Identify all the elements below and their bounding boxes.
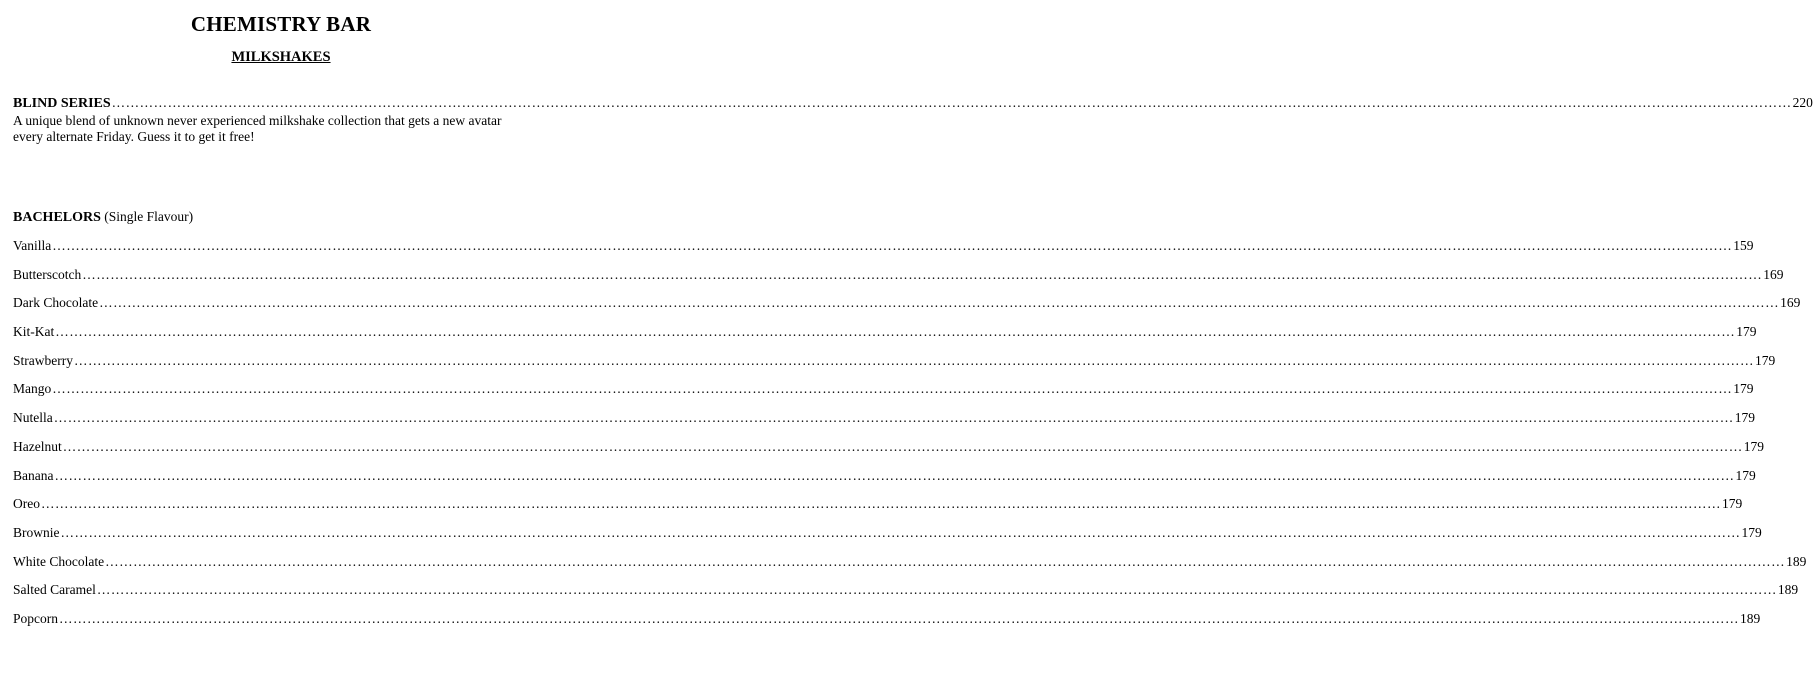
- item-price: 179: [1743, 438, 1764, 454]
- menu-item: [13, 381, 1754, 410]
- item-name: Hazelnut: [13, 438, 62, 454]
- menu-item: [13, 582, 1799, 611]
- dot-leader: ………………………………………………………………………………………………………………………………………………………………………………………………………………………………………………………………………………………………………………………………: [41, 496, 1721, 512]
- bachelors-note: (Single Flavour): [104, 209, 194, 224]
- dot-leader: ………………………………………………………………………………………………………………………………………………………………………………………………………………………………………………………………………………………………………………………………: [52, 238, 1733, 253]
- item-price: 179: [1734, 410, 1755, 426]
- blind-series-block: [13, 95, 1813, 145]
- menu-item: [13, 553, 1807, 583]
- menu-item: [13, 324, 1757, 353]
- dot-leader: ………………………………………………………………………………………………………………………………………………………………………………………………………………………………………………………………………………………………………………………………: [99, 295, 1780, 311]
- menu-item: [13, 524, 1762, 554]
- dot-leader: ………………………………………………………………………………………………………………………………………………………………………………………………………………………………………………………………………………………………………………………………: [54, 467, 1735, 483]
- dot-leader: ………………………………………………………………………………………………………………………………………………………………………………………………………………………………………………………………………………………………………………………………: [105, 553, 1786, 569]
- item-name: Oreo: [13, 496, 40, 512]
- dot-leader: ………………………………………………………………………………………………………………………………………………………………………………………………………………………………………………………………………………………………………………………………: [59, 610, 1739, 626]
- bachelors-title: BACHELORS: [13, 210, 101, 225]
- blind-series-name: BLIND SERIES: [13, 96, 111, 111]
- item-name: White Chocolate: [13, 553, 105, 569]
- item-price: 179: [1741, 524, 1762, 540]
- item-name: Butterscotch: [13, 266, 82, 282]
- menu-item: [13, 352, 1776, 382]
- menu-item: [13, 238, 1754, 267]
- item-name: Brownie: [13, 524, 60, 540]
- item-price: 169: [1780, 295, 1801, 311]
- menu-item: [13, 496, 1743, 525]
- item-price: 179: [1735, 467, 1756, 483]
- bachelors-heading: [13, 209, 193, 226]
- menu-item-list: [13, 238, 1807, 640]
- dot-leader: ………………………………………………………………………………………………………………………………………………………………………………………………………………………………………………………………………………………………………………………………: [55, 324, 1736, 340]
- item-price: 189: [1777, 582, 1799, 598]
- dot-leader: ………………………………………………………………………………………………………………………………………………………………………………………………………………………………………………………………………………………………………………………………: [96, 582, 1777, 598]
- item-price: 169: [1763, 266, 1784, 282]
- blind-series-row: [13, 95, 1813, 112]
- item-price: 179: [1736, 324, 1757, 340]
- menu-item: [13, 295, 1801, 324]
- blind-series-price: 220: [1792, 95, 1813, 110]
- item-name: Popcorn: [13, 610, 58, 626]
- item-name: Kit-Kat: [13, 324, 55, 340]
- item-price: 179: [1733, 381, 1754, 397]
- item-name: Salted Caramel: [13, 582, 96, 598]
- menu-item: [13, 467, 1756, 497]
- item-price: 189: [1740, 610, 1761, 626]
- item-name: Nutella: [13, 410, 53, 426]
- menu-item: [13, 266, 1784, 296]
- item-name: Banana: [13, 467, 54, 483]
- dot-leader: ………………………………………………………………………………………………………………………………………………………………………………………………………………………………………………………………………………………………………………………………: [62, 438, 1743, 454]
- menu-item: [13, 410, 1755, 439]
- dot-leader: ………………………………………………………………………………………………………………………………………………………………………………………………………………………………………………………………………………………………………………………………: [53, 410, 1734, 426]
- item-price: 179: [1754, 352, 1776, 368]
- item-price: 159: [1733, 238, 1754, 253]
- blind-series-description: A unique blend of unknown never experienced milkshake collection that gets a new avatar every alternate Friday. Guess it to get it free!: [13, 113, 502, 144]
- dot-leader: ………………………………………………………………………………………………………………………………………………………………………………………………………………………………………………………………………………………………………………………………: [52, 381, 1733, 397]
- item-name: Vanilla: [13, 238, 52, 253]
- dot-leader: ………………………………………………………………………………………………………………………………………………………………………………………………………………………………………………………………………………………………………………………………: [82, 266, 1763, 282]
- dot-leader: ………………………………………………………………………………………………………………………………………………………………………………………………………………………………………………………………………………………………………………………………: [111, 95, 1792, 110]
- item-name: Mango: [13, 381, 52, 397]
- menu-title: CHEMISTRY BAR: [190, 12, 372, 36]
- menu-item: [13, 610, 1761, 640]
- item-price: 189: [1786, 553, 1807, 569]
- item-name: Dark Chocolate: [13, 295, 99, 311]
- menu-item: [13, 438, 1764, 468]
- item-price: 179: [1722, 496, 1743, 512]
- dot-leader: ………………………………………………………………………………………………………………………………………………………………………………………………………………………………………………………………………………………………………………………………: [73, 352, 1754, 368]
- item-name: Strawberry: [13, 352, 73, 368]
- dot-leader: ………………………………………………………………………………………………………………………………………………………………………………………………………………………………………………………………………………………………………………………………: [60, 524, 1741, 540]
- section-title: MILKSHAKES: [231, 49, 331, 65]
